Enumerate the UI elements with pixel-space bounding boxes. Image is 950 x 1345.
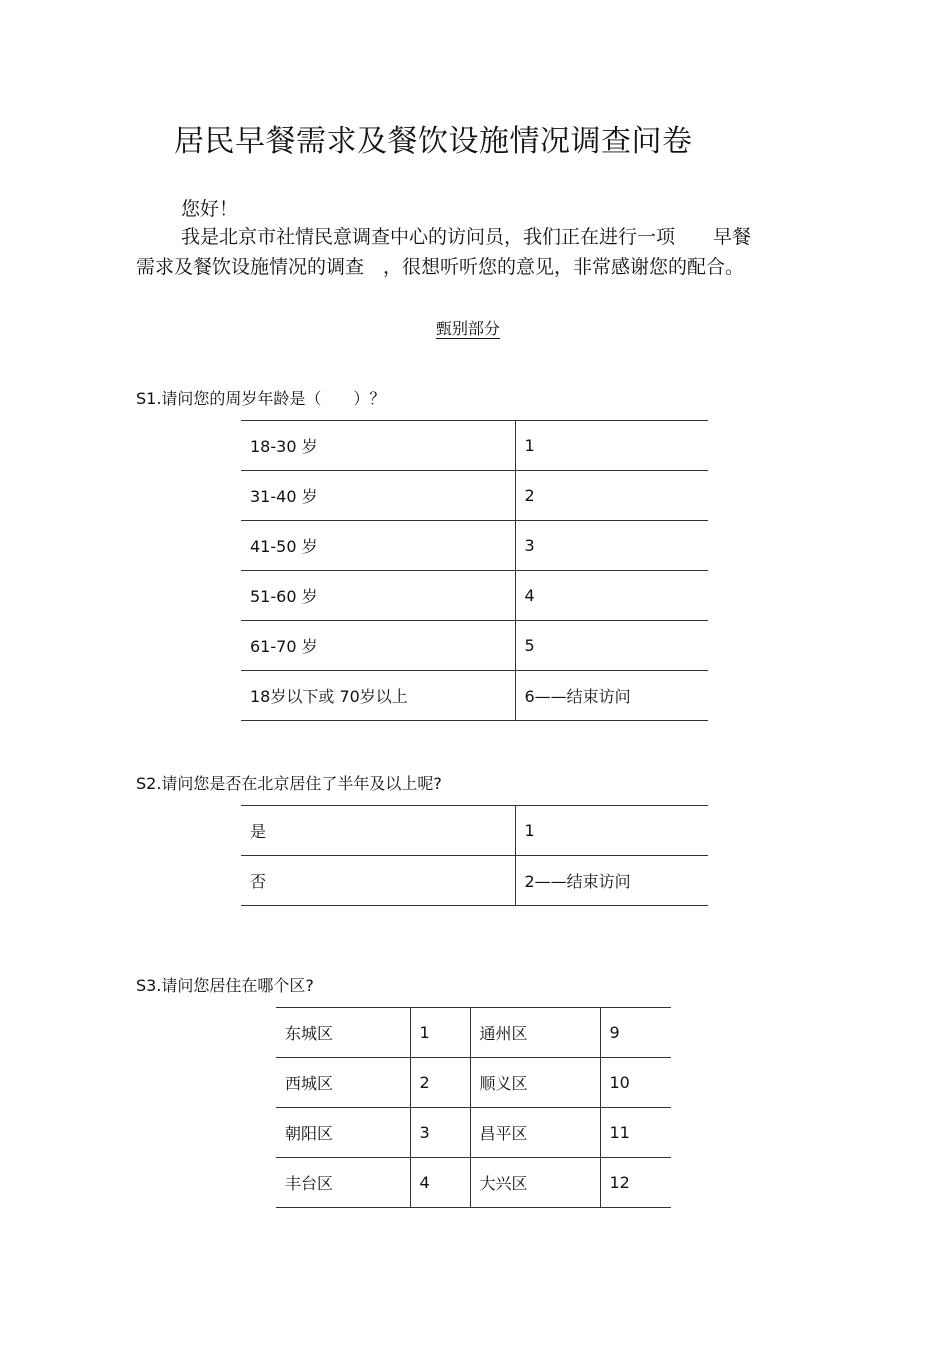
- table-row: [241, 421, 708, 471]
- s2-table: [241, 805, 708, 906]
- table-row: [241, 671, 708, 721]
- district-cell: 东城区: [276, 1008, 410, 1058]
- code-cell: 9: [600, 1008, 671, 1058]
- district-cell: 昌平区: [470, 1108, 600, 1158]
- table-row: [276, 1008, 671, 1058]
- option-cell: 41-50 岁: [241, 521, 515, 571]
- district-cell: 大兴区: [470, 1158, 600, 1208]
- table-row: [241, 856, 708, 906]
- question-s3: S3.请问您居住在哪个区?: [136, 976, 314, 995]
- district-cell: 丰台区: [276, 1158, 410, 1208]
- table-row: [276, 1058, 671, 1108]
- s1-table: [241, 420, 708, 721]
- district-cell: 通州区: [470, 1008, 600, 1058]
- question-s1: S1.请问您的周岁年龄是（ ）？: [136, 389, 386, 408]
- code-cell: 5: [515, 621, 708, 671]
- code-cell: 2——结束访问: [515, 856, 708, 906]
- section-title: 甄别部分: [436, 319, 501, 338]
- table-row: [241, 521, 708, 571]
- district-cell: 朝阳区: [276, 1108, 410, 1158]
- option-cell: 61-70 岁: [241, 621, 515, 671]
- code-cell: 1: [515, 421, 708, 471]
- option-cell: 18岁以下或 70岁以上: [241, 671, 515, 721]
- code-cell: 11: [600, 1108, 671, 1158]
- intro-line-2: 需求及餐饮设施情况的调查 ，很想听听您的意见，非常感谢您的配合。: [136, 256, 745, 278]
- option-cell: 31-40 岁: [241, 471, 515, 521]
- district-cell: 西城区: [276, 1058, 410, 1108]
- code-cell: 3: [410, 1108, 470, 1158]
- code-cell: 6——结束访问: [515, 671, 708, 721]
- table-row: [241, 621, 708, 671]
- code-cell: 4: [410, 1158, 470, 1208]
- code-cell: 10: [600, 1058, 671, 1108]
- table-row: [241, 571, 708, 621]
- s3-table: [276, 1007, 671, 1208]
- option-cell: 51-60 岁: [241, 571, 515, 621]
- option-cell: 是: [241, 806, 515, 856]
- question-s2: S2.请问您是否在北京居住了半年及以上呢?: [136, 774, 442, 793]
- page-title: 居民早餐需求及餐饮设施情况调查问卷: [174, 124, 693, 159]
- code-cell: 2: [410, 1058, 470, 1108]
- code-cell: 1: [410, 1008, 470, 1058]
- district-cell: 顺义区: [470, 1058, 600, 1108]
- table-row: [276, 1108, 671, 1158]
- greeting: 您好！: [181, 198, 239, 220]
- code-cell: 2: [515, 471, 708, 521]
- code-cell: 1: [515, 806, 708, 856]
- code-cell: 12: [600, 1158, 671, 1208]
- code-cell: 4: [515, 571, 708, 621]
- code-cell: 3: [515, 521, 708, 571]
- table-row: [241, 471, 708, 521]
- intro-line-1: 我是北京市社情民意调查中心的访问员，我们正在进行一项 早餐: [181, 226, 752, 248]
- option-cell: 否: [241, 856, 515, 906]
- table-row: [276, 1158, 671, 1208]
- table-row: [241, 806, 708, 856]
- option-cell: 18-30 岁: [241, 421, 515, 471]
